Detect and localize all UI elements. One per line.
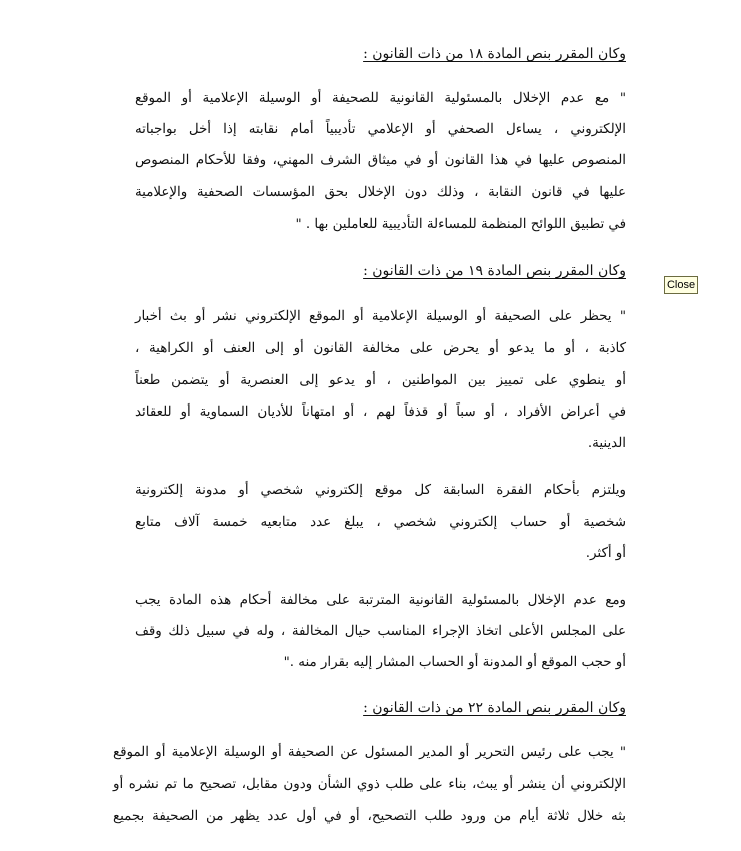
paragraph-line: ويلتزم بأحكام الفقرة السابقة كل موقع إلكتروني شخصي أو مدونة إلكترونية (135, 483, 626, 498)
paragraph-line: أو ينطوي على تمييز بين المواطنين ، أو يدعو إلى العنصرية أو يتضمن طعناً (135, 373, 626, 388)
heading-article-18: وكان المقرر بنص المادة ١٨ من ذات القانون : (363, 46, 626, 62)
paragraph-line: أو أكثر. (585, 546, 626, 561)
paragraph-line: الإلكتروني أن ينشر أو يبث، بناء على طلب ذوي الشأن ودون مقابل، تصحيح ما تم نشره أو (113, 777, 626, 792)
paragraph-line: " يجب على رئيس التحرير أو المدير المسئول عن الصحيفة أو الوسيلة الإعلامية أو الموقع (113, 745, 626, 760)
paragraph-line: ومع عدم الإخلال بالمسئولية القانونية المترتبة على مخالفة أحكام هذه المادة يجب (135, 593, 626, 608)
paragraph-line: " يحظر على الصحيفة أو الوسيلة الإعلامية أو الموقع الإلكتروني نشر أو بث أخبار (135, 309, 626, 324)
paragraph-line: " مع عدم الإخلال بالمسئولية القانونية للصحيفة أو الوسيلة الإعلامية أو الموقع (135, 91, 626, 106)
close-button[interactable]: Close (664, 276, 698, 294)
paragraph-line: أو حجب الموقع أو المدونة أو الحساب المشار إليه بقرار منه ." (283, 655, 626, 670)
paragraph-line: كاذبة ، أو ما يدعو أو يحرض على مخالفة القانون أو إلى العنف أو الكراهية ، (135, 341, 626, 356)
paragraph-line: الدينية. (587, 436, 626, 451)
paragraph-line: في أعراض الأفراد ، أو سباً أو قذفاً لهم ، أو امتهاناً للأديان السماوية أو للعقائد (135, 405, 626, 420)
paragraph-line: شخصية أو حساب إلكتروني شخصي ، يبلغ عدد متابعيه خمسة آلاف متابع (135, 515, 626, 530)
paragraph-line: الإلكتروني ، يساءل الصحفي أو الإعلامي تأديبياً أمام نقابته إذا أخل بواجباته (135, 122, 626, 137)
heading-article-22: وكان المقرر بنص المادة ٢٢ من ذات القانون : (363, 700, 626, 716)
paragraph-line: على المجلس الأعلى اتخاذ الإجراء المناسب حيال المخالفة ، وله في سبيل ذلك وقف (135, 624, 626, 639)
paragraph-line: في تطبيق اللوائح المنظمة للمساءلة التأديبية للعاملين بها . " (295, 217, 626, 232)
heading-article-19: وكان المقرر بنص المادة ١٩ من ذات القانون : (363, 263, 626, 279)
paragraph-line: بثه خلال ثلاثة أيام من ورود طلب التصحيح، أو في أول عدد يظهر من الصحيفة بجميع (113, 809, 626, 824)
paragraph-line: المنصوص عليها في هذا القانون أو في ميثاق الشرف المهني، وفقا للأحكام المنصوص (135, 153, 626, 168)
paragraph-line: عليها في قانون النقابة ، وذلك دون الإخلال بحق المؤسسات الصحفية والإعلامية (135, 185, 626, 200)
